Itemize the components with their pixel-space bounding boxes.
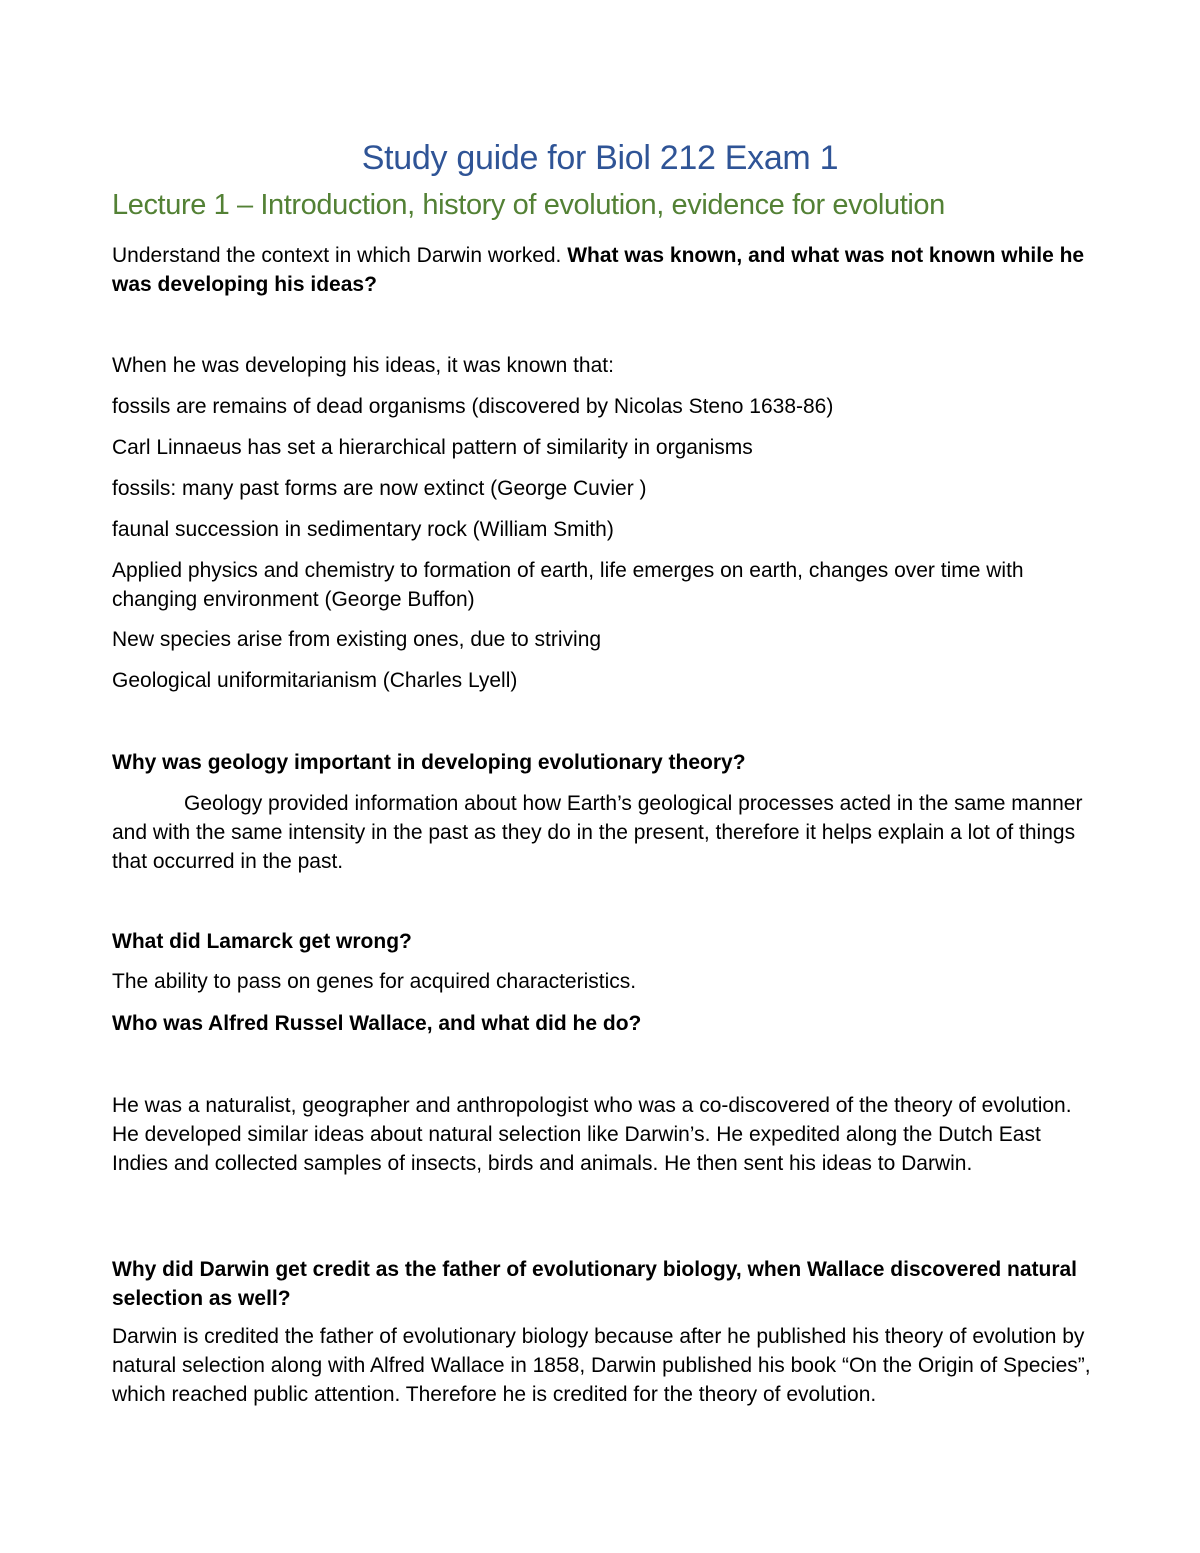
answer-geology: Geology provided information about how Earth’s geological processes acted in the same manner and with the same intensity in the past as they do in the present, therefore it helps explain a lot of things that occurred in the past. [112, 792, 1083, 873]
lecture-heading: Lecture 1 – Introduction, history of evolution, evidence for evolution [112, 189, 945, 221]
known-item: New species arise from existing ones, due to striving [112, 628, 602, 651]
answer-wallace: He was a naturalist, geographer and anthropologist who was a co-discovered of the theory of evolution. He developed similar ideas about natural selection like Darwin’s. He expedited along the Dutch East Indies and collected samples of insects, birds and animals. He then sent his ideas to Darwin. [112, 1094, 1072, 1175]
known-item: Applied physics and chemistry to formation of earth, life emerges on earth, changes over time with changing environment (George Buffon) [112, 559, 1024, 611]
document-title: Study guide for Biol 212 Exam 1 [361, 139, 839, 177]
intro-question: What was known, and what was not known while he was developing his ideas? [112, 244, 1085, 296]
question-wallace: Who was Alfred Russel Wallace, and what did he do? [112, 1012, 642, 1035]
known-item: faunal succession in sedimentary rock (William Smith) [112, 518, 614, 541]
known-intro: When he was developing his ideas, it was known that: [112, 354, 614, 377]
question-geology: Why was geology important in developing evolutionary theory? [112, 751, 746, 774]
question-lamarck: What did Lamarck get wrong? [112, 930, 412, 953]
answer-darwin-credit: Darwin is credited the father of evolutionary biology because after he published his theory of evolution by natural selection along with Alfred Wallace in 1858, Darwin published his book “On the Origin of Species”, which reached public attention. Therefore he is credited for the theory of evolution. [112, 1325, 1091, 1406]
known-item: Geological uniformitarianism (Charles Lyell) [112, 669, 518, 692]
answer-lamarck: The ability to pass on genes for acquired characteristics. [112, 970, 637, 993]
intro-text: Understand the context in which Darwin worked. [112, 244, 568, 267]
known-item: fossils: many past forms are now extinct (George Cuvier ) [112, 477, 647, 500]
known-item: Carl Linnaeus has set a hierarchical pattern of similarity in organisms [112, 436, 753, 459]
intro-paragraph [112, 241, 1092, 299]
question-darwin-credit: Why did Darwin get credit as the father of evolutionary biology, when Wallace discovered natural selection as well? [112, 1258, 1078, 1310]
known-item: fossils are remains of dead organisms (discovered by Nicolas Steno 1638-86) [112, 395, 834, 418]
